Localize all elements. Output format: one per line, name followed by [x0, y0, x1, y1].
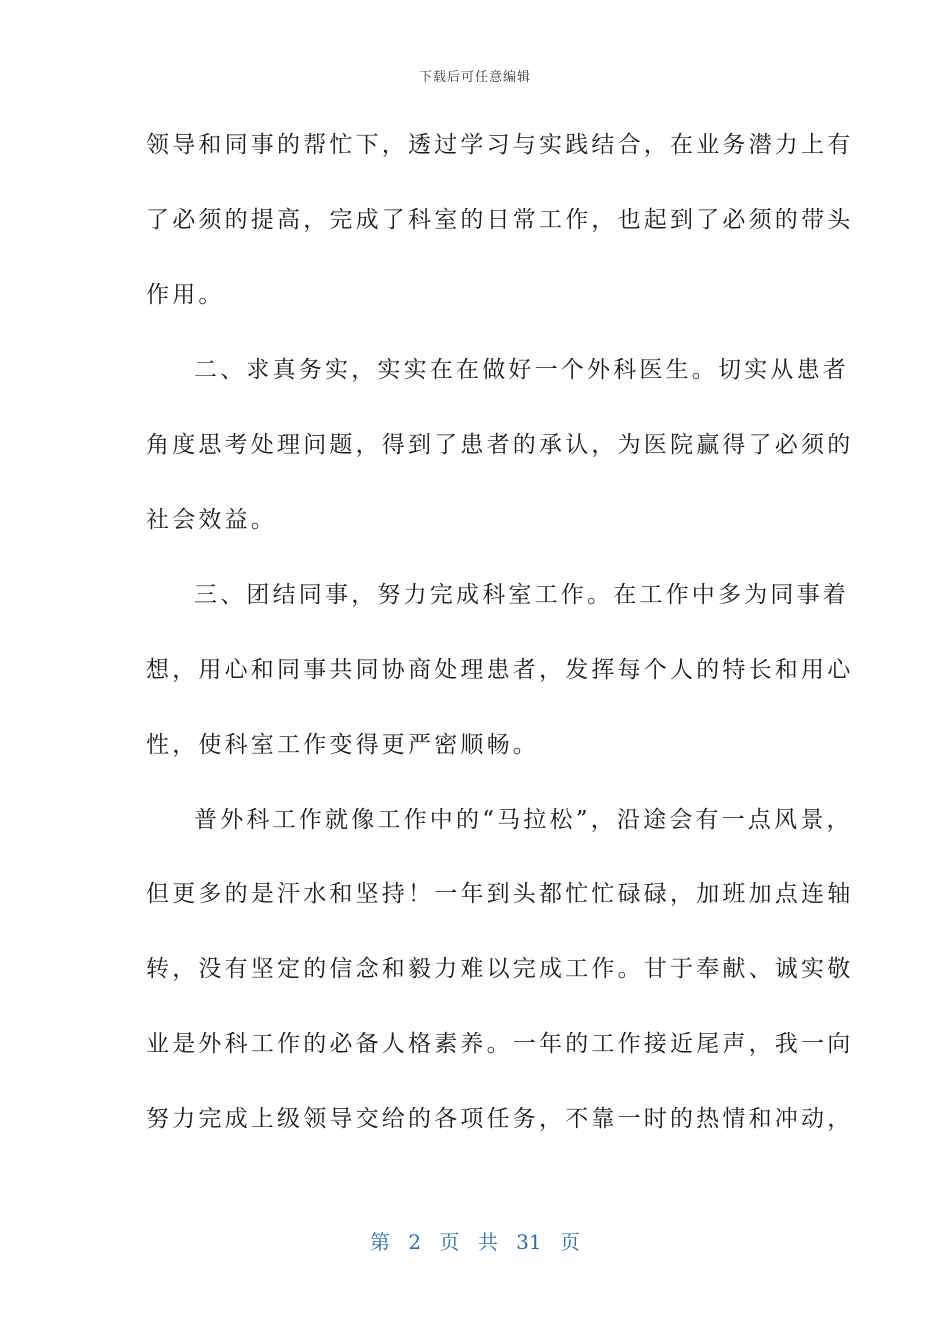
paragraph-start-line: 二、求真务实，实实在在做好一个外科医生。切实从患者	[194, 357, 849, 383]
text-line: 角度思考处理问题，得到了患者的承认，为医院赢得了必须的	[146, 432, 854, 458]
text-line: 性，使科室工作变得更严密顺畅。	[146, 732, 539, 758]
text-line: 努力完成上级领导交给的各项任务，不靠一时的热情和冲动，	[146, 1106, 854, 1132]
footer-prefix: 第	[370, 1230, 390, 1254]
footer-suffix: 页	[559, 1230, 580, 1254]
header-note: 下载后可任意编辑	[418, 70, 531, 85]
total-page-number: 31	[516, 1230, 542, 1254]
footer-total-prefix: 共	[477, 1230, 498, 1254]
text-line: 作用。	[146, 282, 225, 308]
text-line: 领导和同事的帮忙下，透过学习与实践结合，在业务潜力上有	[146, 132, 854, 158]
paragraph-start-line: 普外科工作就像工作中的“马拉松”，沿途会有一点风景，	[194, 807, 853, 833]
text-line: 了必须的提高，完成了科室的日常工作，也起到了必须的带头	[146, 207, 854, 233]
current-page-number: 2	[408, 1230, 422, 1254]
text-line: 转，没有坚定的信念和毅力难以完成工作。甘于奉献、诚实敬	[146, 956, 854, 982]
paragraph-start-line: 三、团结同事，努力完成科室工作。在工作中多为同事着	[194, 582, 849, 608]
footer-page-word: 页	[439, 1230, 460, 1254]
text-line: 社会效益。	[146, 507, 277, 533]
text-line: 业是外科工作的必备人格素养。一年的工作接近尾声，我一向	[146, 1031, 854, 1057]
text-line: 想，用心和同事共同协商处理患者，发挥每个人的特长和用心	[146, 657, 854, 683]
page-footer	[0, 1226, 950, 1255]
text-line: 但更多的是汗水和坚持！一年到头都忙忙碌碌，加班加点连轴	[146, 881, 854, 907]
